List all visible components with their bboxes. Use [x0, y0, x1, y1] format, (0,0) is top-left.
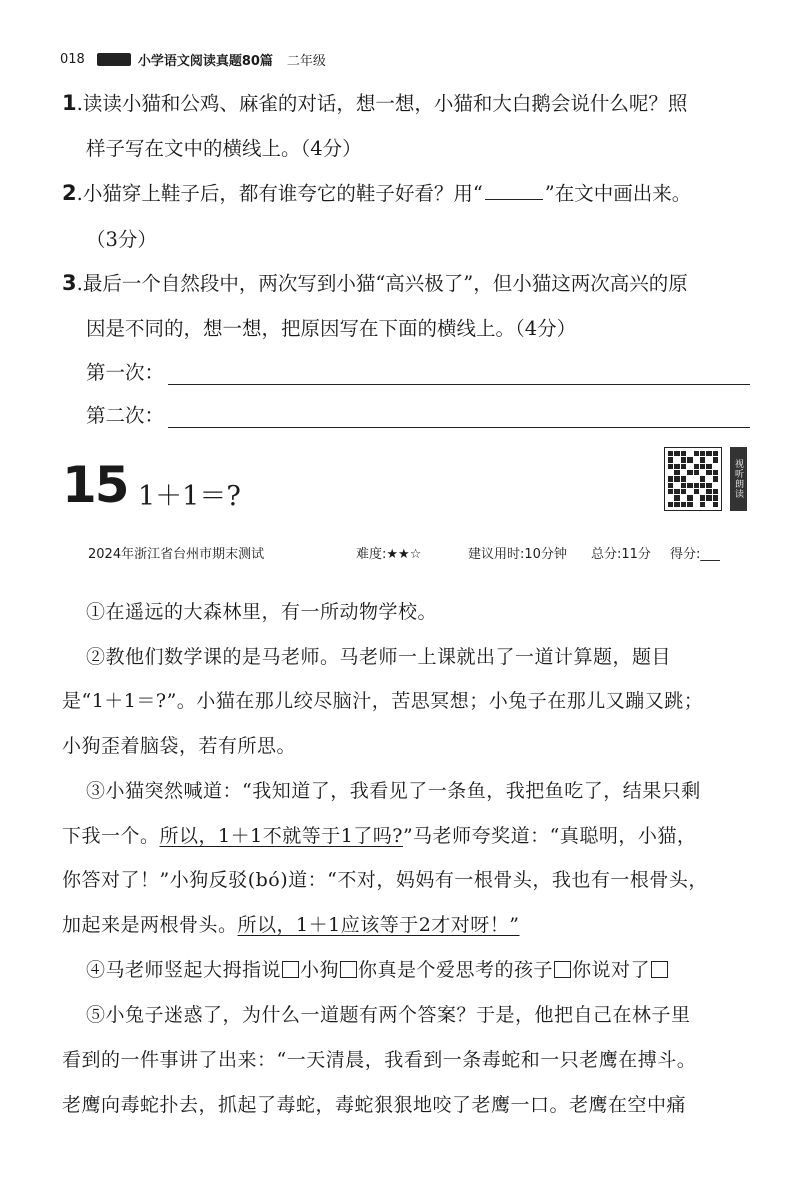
answer-label: 第一次：: [86, 361, 165, 384]
punctuation-box[interactable]: [651, 961, 668, 978]
blank-line: [485, 181, 543, 200]
paragraph-5-line: ⑤小兔子迷惑了，为什么一道题有两个答案？于是，他把自己在林子里: [86, 1004, 691, 1026]
punctuation-box[interactable]: [554, 961, 571, 978]
page-number: 018: [60, 52, 85, 67]
book-title: 小学语文阅读真题80篇: [137, 54, 273, 69]
question-3-cont: 因是不同的，想一想，把原因写在下面的横线上。（4分）: [86, 317, 577, 340]
paragraph-5-line: 看到的一件事讲了出来：“一天清晨，我看到一条毒蛇和一只老鹰在搏斗。: [62, 1049, 697, 1071]
punctuation-box[interactable]: [282, 961, 299, 978]
answer-line-second[interactable]: [86, 400, 750, 428]
question-2: 2.小猫穿上鞋子后，都有谁夸它的鞋子好看？用“ ”在文中画出来。: [62, 181, 692, 205]
score-field[interactable]: 得分:___: [670, 547, 720, 562]
lesson-number: 15: [62, 456, 128, 514]
underlined-sentence: 所以，1＋1不就等于1了吗?: [159, 825, 403, 847]
question-2-cont: （3分）: [86, 228, 157, 251]
running-header: [60, 50, 326, 69]
paragraph-4: ④马老师竖起大拇指说 小狗 你真是个爱思考的孩子 你说对了: [86, 955, 669, 982]
paragraph-3-line: 你答对了！”小狗反驳(bó)道：“不对，妈妈有一根骨头，我也有一根骨头，: [62, 869, 708, 891]
paragraph-3-line: ③小猫突然喊道：“我知道了，我看见了一条鱼，我把鱼吃了，结果只剩: [86, 780, 701, 802]
answer-label: 第二次：: [86, 404, 165, 427]
paragraph-5-line: 老鹰向毒蛇扑去，抓起了毒蛇，毒蛇狠狠地咬了老鹰一口。老鹰在空中痛: [62, 1094, 687, 1116]
paragraph-3-line: 加起来是两根骨头。所以，1＋1应该等于2才对呀！”: [62, 914, 520, 936]
paragraph-2-line: ②教他们数学课的是马老师。马老师一上课就出了一道计算题，题目: [86, 646, 672, 668]
series-logo-icon: [97, 53, 131, 66]
paragraph-2-line: 是“1＋1＝?”。小猫在那儿绞尽脑汁，苦思冥想；小兔子在那儿又蹦又跳；: [62, 690, 704, 712]
qr-code-icon[interactable]: [664, 447, 722, 511]
total-score: 总分:11分: [591, 547, 651, 562]
question-1-cont: 样子写在文中的横线上。（4分）: [86, 137, 362, 160]
question-1: 1.读读小猫和公鸡、麻雀的对话，想一想，小猫和大白鹅会说什么呢？照: [62, 91, 688, 115]
paragraph-3-line: 下我一个。所以，1＋1不就等于1了吗?”马老师夸奖道：“真聪明，小猫，: [62, 825, 697, 847]
source-label: 2024年浙江省台州市期末测试: [88, 547, 265, 562]
suggested-time: 建议用时:10分钟: [468, 547, 567, 562]
underlined-sentence: 所以，1＋1应该等于2才对呀！”: [237, 914, 520, 936]
paragraph-1: ①在遥远的大森林里，有一所动物学校。: [86, 601, 438, 623]
lesson-title: 1＋1＝?: [138, 481, 241, 512]
grade-label: 二年级: [286, 54, 326, 69]
answer-line-first[interactable]: [86, 357, 750, 385]
qr-tag: 视听朗读: [730, 447, 747, 511]
punctuation-box[interactable]: [340, 961, 357, 978]
difficulty-label: 难度:★★☆: [356, 547, 422, 562]
paragraph-2-line: 小狗歪着脑袋，若有所思。: [62, 735, 297, 757]
question-3: 3.最后一个自然段中，两次写到小猫“高兴极了”，但小猫这两次高兴的原: [62, 271, 688, 295]
